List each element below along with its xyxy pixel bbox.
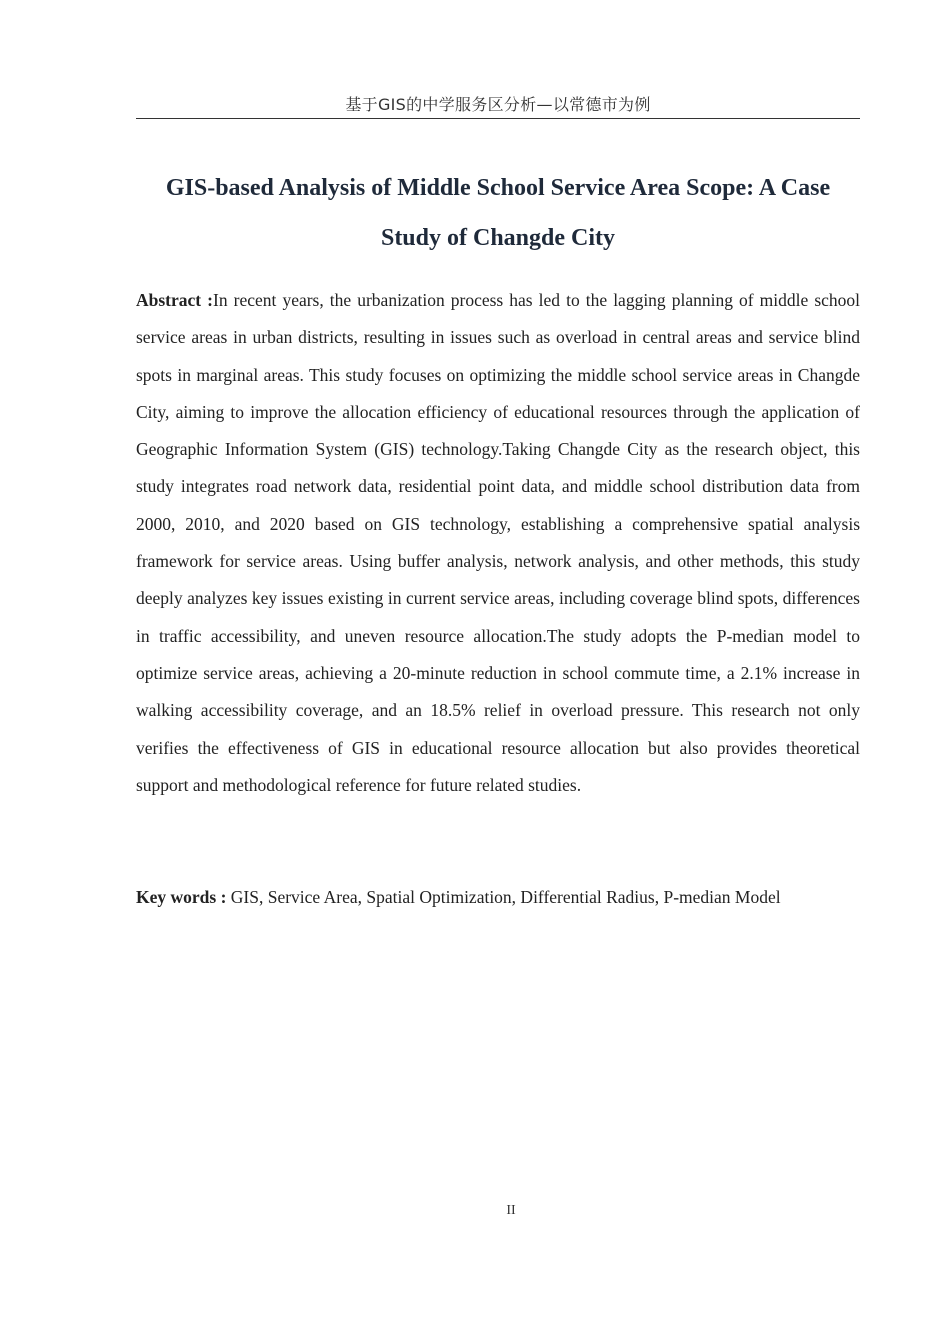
running-header: 基于GIS的中学服务区分析—以常德市为例: [345, 95, 651, 114]
abstract-text: In recent years, the urbanization process has led to the lagging planning of middle school service areas in urban districts, resulting in issues such as overload in central areas and service blind spots in marginal areas. This study focuses on optimizing the middle school service areas in Changde City, aiming to improve the allocation efficiency of educational resources through the application of Geographic Information System (GIS) technology.Taking Changde City as the research object, this study integrates road network data, residential point data, and middle school distribution data from 2000, 2010, and 2020 based on GIS technology, establishing a comprehensive spatial analysis framework for service areas. Using buffer analysis, network analysis, and other methods, this study deeply analyzes key issues existing in current service areas, including coverage blind spots, differences in traffic accessibility, and uneven resource allocation.The study adopts the P-median model to optimize service areas, achieving a 20-minute reduction in school commute time, a 2.1% increase in walking accessibility coverage, and an 18.5% relief in overload pressure. This research not only verifies the effectiveness of GIS in educational resource allocation but also provides theoretical support and methodological reference for future related studies.: [136, 290, 861, 795]
page-number: II: [506, 1203, 516, 1218]
paper-title: GIS-based Analysis of Middle School Service Area Scope: A Case Study of Changde City: [165, 175, 831, 251]
abstract-paragraph: [136, 282, 860, 804]
keywords-paragraph: [136, 879, 826, 916]
abstract-label: Abstract :: [136, 290, 214, 310]
keywords-label: Key words :: [136, 887, 227, 907]
keywords-text: GIS, Service Area, Spatial Optimization, Differential Radius, P-median Model: [226, 887, 781, 907]
header-divider: [136, 118, 860, 119]
